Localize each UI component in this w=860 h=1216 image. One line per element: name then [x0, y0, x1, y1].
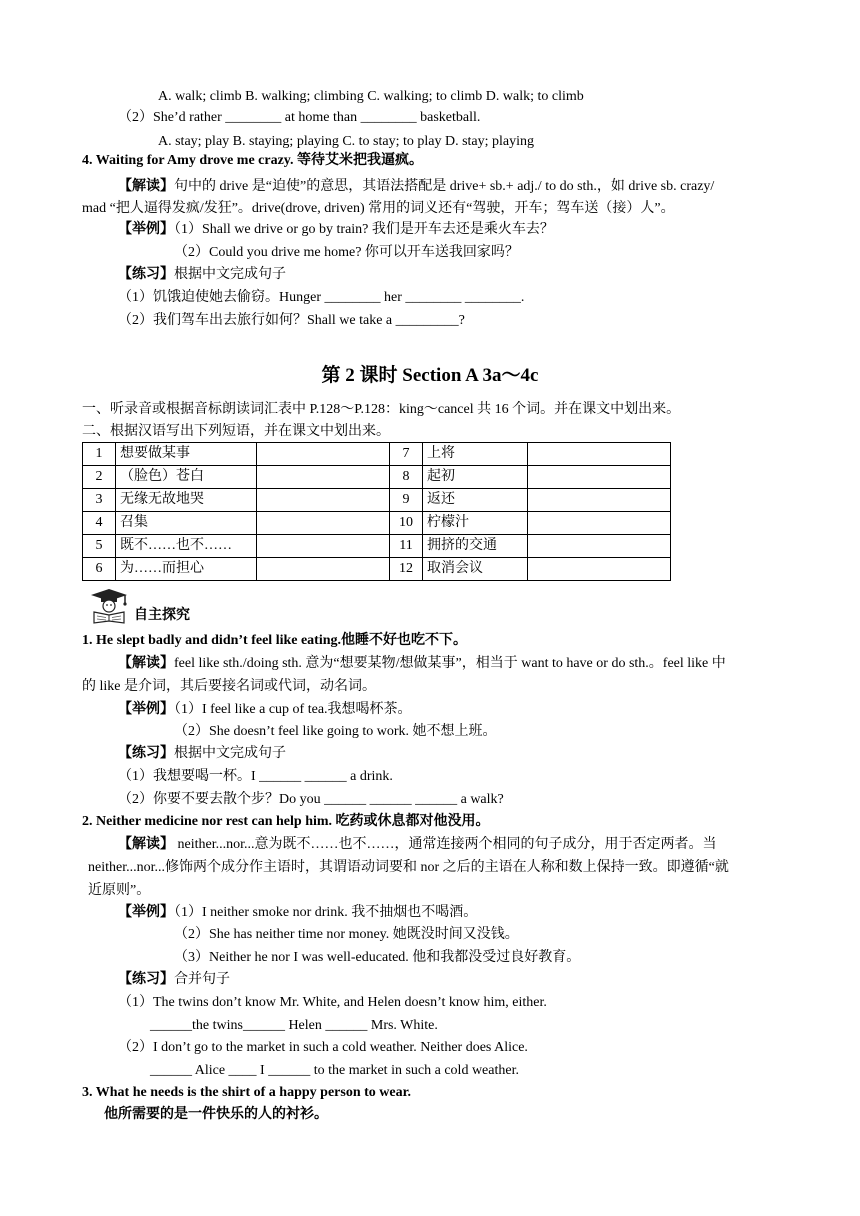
row-number: 3 [83, 489, 116, 512]
phrase-cn: 柠檬汁 [423, 512, 528, 535]
phrase-table [82, 442, 671, 581]
phrase-cn: 上将 [423, 443, 528, 466]
options-line-1: A. walk; climb B. walking; climbing C. walking; to climb D. walk; to climb [158, 89, 584, 104]
point-2-lianxi-2: （2）I don’t go to the market in such a cold weather. Neither does Alice. [118, 1040, 528, 1055]
item-4-title: 4. Waiting for Amy drove me crazy. 等待艾米把我逼疯。 [82, 153, 424, 168]
answer-cell[interactable] [257, 443, 390, 466]
row-number: 2 [83, 466, 116, 489]
point-2-jiedu-3: 近原则”。 [88, 883, 151, 898]
row-number: 12 [390, 558, 423, 581]
question-2-line: （2）She’d rather ________ at home than ________ basketball. [118, 110, 481, 125]
point-1-lianxi-head [118, 744, 286, 764]
point-2-juli-1 [118, 903, 477, 923]
point-2-jiedu-1 [118, 835, 717, 855]
point-3-title-cn: 他所需要的是一件快乐的人的衬衫。 [104, 1107, 328, 1122]
explore-label: 自主探究 [134, 608, 190, 623]
row-number: 4 [83, 512, 116, 535]
phrase-cn: 无缘无故地哭 [116, 489, 257, 512]
task-2: 二、根据汉语写出下列短语，并在课文中划出来。 [82, 424, 390, 439]
phrase-cn: 既不……也不…… [116, 535, 257, 558]
row-number: 7 [390, 443, 423, 466]
item-4-jiedu-1 [118, 177, 714, 197]
jiedu-tag: 【解读】 [118, 179, 174, 194]
table-row [83, 466, 671, 489]
answer-cell[interactable] [528, 489, 671, 512]
answer-cell[interactable] [528, 466, 671, 489]
jiedu-text: feel like sth./doing sth. 意为“想要某物/想做某事”，相当于 want to have or do sth.。feel like 中 [174, 656, 726, 671]
task-1: 一、听录音或根据音标朗读词汇表中 P.128～P.128：king～cancel 共 16 个词。并在课文中划出来。 [82, 402, 681, 417]
point-2-lianxi-2b: ______ Alice ____ I ______ to the market in such a cold weather. [150, 1063, 519, 1078]
juli-tag: 【举例】 [118, 222, 174, 237]
lianxi-tag: 【练习】 [118, 972, 174, 987]
jiedu-text: neither...nor...意为既不……也不……，通常连接两个相同的句子成分，用于否定两者。当 [174, 837, 717, 852]
point-1-lianxi-1: （1）我想要喝一杯。I ______ ______ a drink. [118, 769, 393, 784]
answer-cell[interactable] [257, 466, 390, 489]
answer-cell[interactable] [528, 558, 671, 581]
answer-cell[interactable] [257, 489, 390, 512]
jiedu-text: 句中的 drive 是“迫使”的意思，其语法搭配是 drive+ sb.+ adj./ to do sth.，如 drive sb. crazy/ [174, 179, 715, 194]
student-reading-icon [88, 588, 130, 624]
point-2-lianxi-1: （1）The twins don’t know Mr. White, and Helen doesn’t know him, either. [118, 995, 547, 1010]
row-number: 5 [83, 535, 116, 558]
row-number: 10 [390, 512, 423, 535]
point-1-juli-1 [118, 700, 412, 720]
point-1-jiedu-1 [118, 654, 726, 674]
juli-tag: 【举例】 [118, 905, 174, 920]
answer-cell[interactable] [257, 535, 390, 558]
options-line-2: A. stay; play B. staying; playing C. to stay; to play D. stay; playing [158, 134, 535, 149]
answer-cell[interactable] [528, 443, 671, 466]
item-4-lianxi-head [118, 265, 286, 285]
point-1-jiedu-2: 的 like 是介词，其后要接名词或代词，动名词。 [82, 679, 376, 694]
answer-cell[interactable] [257, 512, 390, 535]
answer-cell[interactable] [528, 535, 671, 558]
phrase-cn: 起初 [423, 466, 528, 489]
item-4-lianxi-2: （2）我们驾车出去旅行如何？Shall we take a _________? [118, 313, 465, 328]
juli-text: （1）I neither smoke nor drink. 我不抽烟也不喝酒。 [174, 905, 478, 920]
table-row [83, 558, 671, 581]
table-row [83, 443, 671, 466]
phrase-cn: 拥挤的交通 [423, 535, 528, 558]
section-title: 第 2 课时 Section A 3a～4c [321, 365, 539, 386]
item-4-jiedu-2: mad “把人逼得发疯/发狂”。drive(drove, driven) 常用的词义还有“驾驶，开车；驾车送（接）人”。 [82, 201, 675, 216]
point-1-juli-2: （2）She doesn’t feel like going to work. 她不想上班。 [174, 724, 497, 739]
jiedu-tag: 【解读】 [118, 837, 174, 852]
table-row [83, 512, 671, 535]
point-2-title: 2. Neither medicine nor rest can help him. 吃药或休息都对他没用。 [82, 814, 490, 829]
item-4-juli-2: （2）Could you drive me home? 你可以开车送我回家吗？ [174, 245, 519, 260]
lianxi-tag: 【练习】 [118, 267, 174, 282]
point-3-title: 3. What he needs is the shirt of a happy person to wear. [82, 1085, 412, 1100]
point-1-lianxi-2: （2）你要不要去散个步？Do you ______ ______ ______ a walk? [118, 792, 504, 807]
point-2-jiedu-2: neither...nor...修饰两个成分作主语时，其谓语动词要和 nor 之后的主语在人称和数上保持一致。即遵循“就 [88, 860, 729, 875]
point-2-lianxi-head [118, 970, 230, 990]
phrase-cn: 想要做某事 [116, 443, 257, 466]
answer-cell[interactable] [528, 512, 671, 535]
point-2-lianxi-1b: ______the twins______ Helen ______ Mrs. White. [150, 1018, 438, 1033]
item-4-lianxi-1: （1）饥饿迫使她去偷窃。Hunger ________ her ________ ________. [118, 290, 525, 305]
lianxi-text: 根据中文完成句子 [174, 746, 286, 761]
phrase-cn: 召集 [116, 512, 257, 535]
lianxi-text: 根据中文完成句子 [174, 267, 286, 282]
juli-text: （1）Shall we drive or go by train? 我们是开车去还是乘火车去？ [174, 222, 554, 237]
row-number: 6 [83, 558, 116, 581]
jiedu-tag: 【解读】 [118, 656, 174, 671]
answer-cell[interactable] [257, 558, 390, 581]
row-number: 11 [390, 535, 423, 558]
row-number: 8 [390, 466, 423, 489]
table-row [83, 535, 671, 558]
phrase-cn: （脸色）苍白 [116, 466, 257, 489]
item-4-juli-1 [118, 220, 554, 240]
phrase-cn: 为……而担心 [116, 558, 257, 581]
point-1-title: 1. He slept badly and didn’t feel like eating.他睡不好也吃不下。 [82, 633, 468, 648]
point-2-juli-2: （2）She has neither time nor money. 她既没时间又没钱。 [174, 927, 519, 942]
phrase-cn: 取消会议 [423, 558, 528, 581]
phrase-cn: 返还 [423, 489, 528, 512]
table-row [83, 489, 671, 512]
point-2-juli-3: （3）Neither he nor I was well-educated. 他和我都没受过良好教育。 [174, 950, 581, 965]
juli-text: （1）I feel like a cup of tea.我想喝杯茶。 [174, 702, 412, 717]
lianxi-tag: 【练习】 [118, 746, 174, 761]
row-number: 9 [390, 489, 423, 512]
row-number: 1 [83, 443, 116, 466]
lianxi-text: 合并句子 [174, 972, 230, 987]
juli-tag: 【举例】 [118, 702, 174, 717]
